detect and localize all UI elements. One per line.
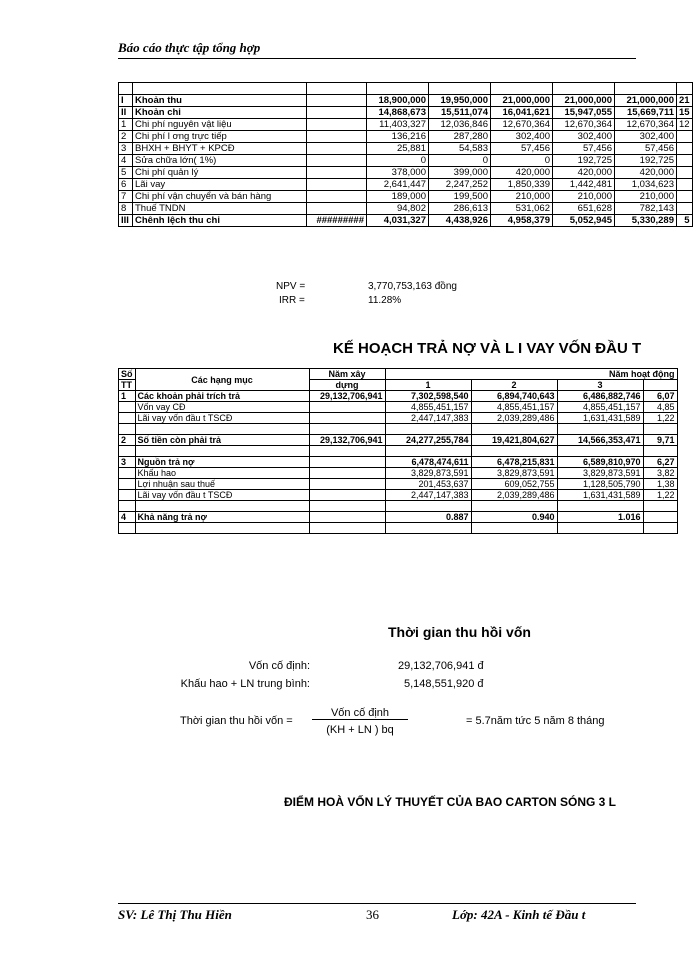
row-value: 19,950,000 xyxy=(429,95,491,107)
row-value: 1,22 xyxy=(643,490,677,501)
row-value xyxy=(307,179,367,191)
row-value: 11,403,327 xyxy=(367,119,429,131)
row-value xyxy=(307,119,367,131)
table-row xyxy=(119,468,678,479)
row-number: 1 xyxy=(119,391,136,402)
row-value: 210,000 xyxy=(491,191,553,203)
row-value xyxy=(309,468,385,479)
row-value: 6,27 xyxy=(643,457,677,468)
row-value xyxy=(643,512,677,523)
row-value xyxy=(307,167,367,179)
row-label: Lãi vay xyxy=(133,179,307,191)
table-row xyxy=(119,479,678,490)
row-label: Lãi vay vốn đầu t TSCĐ xyxy=(135,413,309,424)
row-label: Các khoản phải trích trả xyxy=(135,391,309,402)
row-value xyxy=(309,512,385,523)
row-value xyxy=(307,131,367,143)
row-label: Khấu hao xyxy=(135,468,309,479)
cashflow-table xyxy=(118,82,693,227)
row-value: 1,631,431,589 xyxy=(557,413,643,424)
row-value: 210,000 xyxy=(615,191,677,203)
row-value: 3,82 xyxy=(643,468,677,479)
row-value: 19,421,804,627 xyxy=(471,435,557,446)
row-number: 3 xyxy=(119,143,133,155)
fixed-capital-value: 29,132,706,941 đ xyxy=(398,660,484,672)
footer-author: SV: Lê Thị Thu Hiền xyxy=(118,907,232,922)
row-value xyxy=(643,523,677,534)
row-number: II xyxy=(119,107,133,119)
row-number: I xyxy=(119,95,133,107)
row-value: 24,277,255,784 xyxy=(385,435,471,446)
row-number: 2 xyxy=(119,435,136,446)
row-label: Nguồn trả nợ xyxy=(135,457,309,468)
row-value: 3,829,873,591 xyxy=(385,468,471,479)
row-value: 29,132,706,941 xyxy=(309,391,385,402)
table-row xyxy=(119,490,678,501)
table-row xyxy=(119,501,678,512)
row-value: 302,400 xyxy=(553,131,615,143)
footer-rule xyxy=(118,903,636,904)
row-value: 0 xyxy=(367,155,429,167)
npv-value: 3,770,753,163 đồng xyxy=(368,281,457,292)
row-value: ######### xyxy=(307,215,367,227)
row-value: 0 xyxy=(429,155,491,167)
row-value: 29,132,706,941 xyxy=(309,435,385,446)
table-row xyxy=(119,191,693,203)
row-label xyxy=(135,424,309,435)
row-value: 1,034,623 xyxy=(615,179,677,191)
row-value: 201,453,637 xyxy=(385,479,471,490)
row-value: 4,958,379 xyxy=(491,215,553,227)
row-value xyxy=(307,191,367,203)
row-value: 57,456 xyxy=(553,143,615,155)
row-value xyxy=(557,424,643,435)
row-number xyxy=(119,413,136,424)
row-number: 2 xyxy=(119,131,133,143)
row-value: 12,036,846 xyxy=(429,119,491,131)
table-row xyxy=(119,95,693,107)
depreciation-label: Khấu hao + LN trung bình: xyxy=(180,678,310,690)
footer-class: Lớp: 42A - Kinh tế Đầu t xyxy=(452,907,586,922)
row-value: 302,400 xyxy=(615,131,677,143)
table-row xyxy=(119,131,693,143)
col-header-build2: dựng xyxy=(309,380,385,391)
year-1: 1 xyxy=(385,380,471,391)
row-label: Chênh lệch thu chi xyxy=(133,215,307,227)
row-value: 15,947,055 xyxy=(553,107,615,119)
row-number xyxy=(119,402,136,413)
row-number xyxy=(119,479,136,490)
row-value xyxy=(307,107,367,119)
row-value: 6,894,740,643 xyxy=(471,391,557,402)
table-row xyxy=(119,215,693,227)
row-value xyxy=(643,501,677,512)
depreciation-value: 5,148,551,920 đ xyxy=(404,678,484,690)
row-number: 1 xyxy=(119,119,133,131)
row-number xyxy=(119,468,136,479)
row-value xyxy=(309,523,385,534)
table-row xyxy=(119,167,693,179)
row-number: 3 xyxy=(119,457,136,468)
year-3: 3 xyxy=(557,380,643,391)
row-value xyxy=(309,413,385,424)
row-number: 6 xyxy=(119,179,133,191)
row-label: Số tiền còn phải trả xyxy=(135,435,309,446)
row-value: 21 xyxy=(677,95,693,107)
row-value: 16,041,621 xyxy=(491,107,553,119)
row-value: 9,71 xyxy=(643,435,677,446)
row-value: 199,500 xyxy=(429,191,491,203)
payback-result: = 5.7năm tức 5 năm 8 tháng xyxy=(466,715,605,727)
row-value xyxy=(307,143,367,155)
row-value: 609,052,755 xyxy=(471,479,557,490)
row-number xyxy=(119,424,136,435)
row-value: 1,22 xyxy=(643,413,677,424)
row-value: 14,566,353,471 xyxy=(557,435,643,446)
row-value: 287,280 xyxy=(429,131,491,143)
col-header-tt: TT xyxy=(119,380,136,391)
row-value xyxy=(471,446,557,457)
irr-label: IRR = xyxy=(279,295,305,306)
row-value xyxy=(385,523,471,534)
row-label xyxy=(135,523,309,534)
row-value xyxy=(309,457,385,468)
fixed-capital-label: Vốn cố định: xyxy=(248,660,310,672)
row-value xyxy=(309,479,385,490)
row-value xyxy=(677,143,693,155)
row-value: 5,052,945 xyxy=(553,215,615,227)
row-label: Sửa chữa lớn( 1%) xyxy=(133,155,307,167)
table-row xyxy=(119,413,678,424)
year-2: 2 xyxy=(471,380,557,391)
row-value xyxy=(307,95,367,107)
row-number xyxy=(119,501,136,512)
row-value xyxy=(677,203,693,215)
debt-plan-title: KẾ HOẠCH TRẢ NỢ VÀ L I VAY VỐN ĐẦU T xyxy=(333,340,642,357)
col-header-ops: Năm hoạt động xyxy=(385,369,677,380)
row-value xyxy=(309,446,385,457)
table-row xyxy=(119,512,678,523)
row-value: 4,855,451,157 xyxy=(557,402,643,413)
row-value: 6,07 xyxy=(643,391,677,402)
table-row xyxy=(119,179,693,191)
year-4 xyxy=(643,380,677,391)
row-value: 57,456 xyxy=(615,143,677,155)
row-value: 531,062 xyxy=(491,203,553,215)
row-value: 21,000,000 xyxy=(491,95,553,107)
row-value: 6,589,810,970 xyxy=(557,457,643,468)
row-label: Chi phí quản lý xyxy=(133,167,307,179)
row-value xyxy=(307,203,367,215)
row-value: 0.887 xyxy=(385,512,471,523)
row-value xyxy=(309,501,385,512)
table-row xyxy=(119,523,678,534)
row-value: 0 xyxy=(491,155,553,167)
row-value xyxy=(677,179,693,191)
table-row xyxy=(119,391,678,402)
row-value: 651,628 xyxy=(553,203,615,215)
row-value: 3,829,873,591 xyxy=(557,468,643,479)
row-value: 302,400 xyxy=(491,131,553,143)
row-value: 5,330,289 xyxy=(615,215,677,227)
row-number: 5 xyxy=(119,167,133,179)
row-number: 4 xyxy=(119,512,136,523)
row-value: 18,900,000 xyxy=(367,95,429,107)
page-header: Báo cáo thực tập tổng hợp xyxy=(118,40,636,59)
row-number: 4 xyxy=(119,155,133,167)
row-value xyxy=(471,501,557,512)
row-value: 21,000,000 xyxy=(553,95,615,107)
row-label: BHXH + BHYT + KPCĐ xyxy=(133,143,307,155)
row-label: Khoản thu xyxy=(133,95,307,107)
row-value: 192,725 xyxy=(615,155,677,167)
row-value: 54,583 xyxy=(429,143,491,155)
row-value: 2,039,289,486 xyxy=(471,490,557,501)
row-label xyxy=(135,501,309,512)
row-value: 1,631,431,589 xyxy=(557,490,643,501)
row-value: 192,725 xyxy=(553,155,615,167)
row-value: 6,478,215,831 xyxy=(471,457,557,468)
row-value: 420,000 xyxy=(553,167,615,179)
row-value xyxy=(309,490,385,501)
row-value xyxy=(677,131,693,143)
table-row xyxy=(119,155,693,167)
row-value: 1,38 xyxy=(643,479,677,490)
row-number xyxy=(119,490,136,501)
row-value xyxy=(307,155,367,167)
row-value: 4,438,926 xyxy=(429,215,491,227)
col-header-build: Năm xây xyxy=(309,369,385,380)
row-value: 15 xyxy=(677,107,693,119)
row-label: Vốn vay CĐ xyxy=(135,402,309,413)
payback-title: Thời gian thu hồi vốn xyxy=(388,624,531,640)
row-value: 1,442,481 xyxy=(553,179,615,191)
row-value: 1.016 xyxy=(557,512,643,523)
row-label: Lãi vay vốn đầu t TSCĐ xyxy=(135,490,309,501)
table-row xyxy=(119,83,693,95)
row-value: 5 xyxy=(677,215,693,227)
row-value: 12,670,364 xyxy=(491,119,553,131)
table-row xyxy=(119,119,693,131)
row-value xyxy=(557,501,643,512)
row-value: 4,85 xyxy=(643,402,677,413)
row-value xyxy=(677,167,693,179)
row-value: 12,670,364 xyxy=(553,119,615,131)
row-value: 94,802 xyxy=(367,203,429,215)
row-number: 8 xyxy=(119,203,133,215)
row-value: 12,670,364 xyxy=(615,119,677,131)
row-label: Chi phí l ơng trực tiếp xyxy=(133,131,307,143)
row-value: 4,855,451,157 xyxy=(385,402,471,413)
row-value xyxy=(385,446,471,457)
row-value: 782,143 xyxy=(615,203,677,215)
row-value: 6,478,474,611 xyxy=(385,457,471,468)
row-value: 4,031,327 xyxy=(367,215,429,227)
debt-repayment-table xyxy=(118,368,678,534)
formula-denominator: (KH + LN ) bq xyxy=(326,724,394,736)
row-value xyxy=(385,424,471,435)
row-value: 2,641,447 xyxy=(367,179,429,191)
footer-page-number: 36 xyxy=(366,907,379,922)
table-row xyxy=(119,457,678,468)
row-value xyxy=(557,446,643,457)
table-row xyxy=(119,435,678,446)
row-value: 14,868,673 xyxy=(367,107,429,119)
formula-label: Thời gian thu hồi vốn = xyxy=(180,715,293,727)
table-row xyxy=(119,107,693,119)
col-header-items: Các hạng mục xyxy=(135,369,309,391)
row-value: 420,000 xyxy=(491,167,553,179)
row-value: 399,000 xyxy=(429,167,491,179)
row-value: 136,216 xyxy=(367,131,429,143)
row-label: Chi phí vận chuyển và bán hàng xyxy=(133,191,307,203)
row-value: 210,000 xyxy=(553,191,615,203)
table-row xyxy=(119,203,693,215)
breakeven-title: ĐIỂM HOÀ VỐN LÝ THUYẾT CỦA BAO CARTON SÓNG 3 L xyxy=(284,795,617,809)
row-value: 189,000 xyxy=(367,191,429,203)
row-value xyxy=(557,523,643,534)
row-value xyxy=(385,501,471,512)
row-number xyxy=(119,523,136,534)
irr-value: 11.28% xyxy=(368,295,402,306)
row-label xyxy=(135,446,309,457)
row-value: 21,000,000 xyxy=(615,95,677,107)
row-label: Khoản chi xyxy=(133,107,307,119)
row-label: Thuế TNDN xyxy=(133,203,307,215)
row-value: 420,000 xyxy=(615,167,677,179)
row-value: 15,511,074 xyxy=(429,107,491,119)
row-number: III xyxy=(119,215,133,227)
row-label: Lợi nhuận sau thuế xyxy=(135,479,309,490)
row-value: 57,456 xyxy=(491,143,553,155)
row-value xyxy=(643,446,677,457)
table-row xyxy=(119,446,678,457)
row-value xyxy=(677,191,693,203)
row-value: 286,613 xyxy=(429,203,491,215)
row-value xyxy=(677,155,693,167)
row-value xyxy=(643,424,677,435)
row-value xyxy=(471,523,557,534)
row-value: 1,128,505,790 xyxy=(557,479,643,490)
table-row xyxy=(119,402,678,413)
row-value: 4,855,451,157 xyxy=(471,402,557,413)
row-value: 12 xyxy=(677,119,693,131)
formula-numerator: Vốn cố định xyxy=(312,707,408,720)
row-value: 2,247,252 xyxy=(429,179,491,191)
row-value: 3,829,873,591 xyxy=(471,468,557,479)
row-value xyxy=(309,402,385,413)
table-row xyxy=(119,424,678,435)
row-value: 2,447,147,383 xyxy=(385,413,471,424)
row-value: 378,000 xyxy=(367,167,429,179)
row-value xyxy=(471,424,557,435)
row-value: 2,447,147,383 xyxy=(385,490,471,501)
row-value: 2,039,289,486 xyxy=(471,413,557,424)
col-header-no: Số xyxy=(119,369,136,380)
row-value: 15,669,711 xyxy=(615,107,677,119)
row-number xyxy=(119,446,136,457)
row-label: Khả năng trả nợ xyxy=(135,512,309,523)
row-value xyxy=(309,424,385,435)
row-label: Chi phí nguyên vật liệu xyxy=(133,119,307,131)
row-value: 6,486,882,746 xyxy=(557,391,643,402)
row-value: 25,881 xyxy=(367,143,429,155)
row-value: 1,850,339 xyxy=(491,179,553,191)
table-row xyxy=(119,143,693,155)
row-value: 7,302,598,540 xyxy=(385,391,471,402)
row-number: 7 xyxy=(119,191,133,203)
row-value: 0.940 xyxy=(471,512,557,523)
npv-label: NPV = xyxy=(276,281,306,292)
